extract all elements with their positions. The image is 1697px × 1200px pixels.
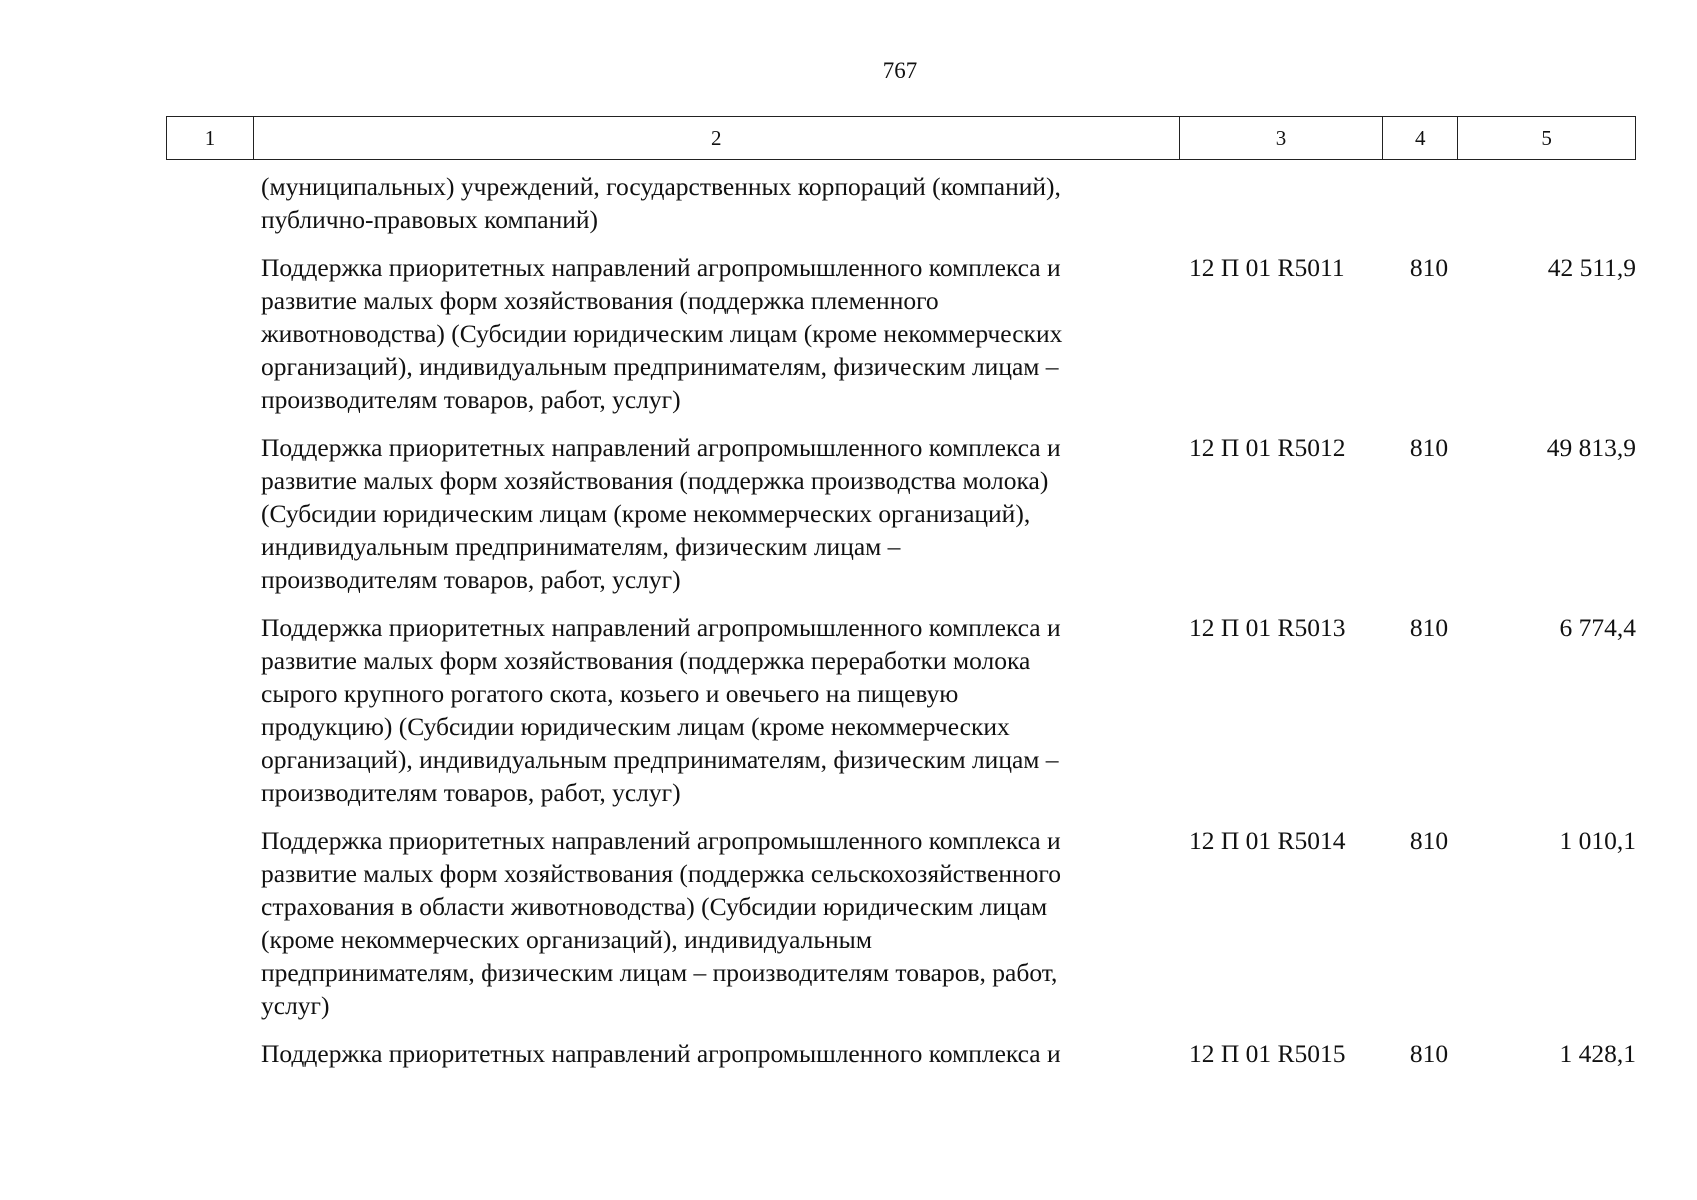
description-line: (Субсидии юридическим лицам (кроме некоммерческих организаций), — [261, 499, 1031, 528]
row-type — [1399, 170, 1459, 236]
page-number: 767 — [882, 58, 918, 83]
row-description — [261, 251, 1189, 416]
description-line: индивидуальным предпринимателям, физическим лицам – — [261, 532, 901, 561]
description-line: сырого крупного рогатого скота, козьего и овечьего на пищевую — [261, 679, 959, 708]
row-type: 810 — [1409, 1039, 1449, 1068]
row-type: 810 — [1409, 433, 1449, 462]
row-index-cell — [166, 824, 261, 1022]
description-line: предпринимателям, физическим лицам – производителям товаров, работ, — [261, 958, 1058, 987]
header-col-4: 4 — [1382, 117, 1457, 159]
description-line: Поддержка приоритетных направлений агропромышленного комплекса и — [261, 826, 1061, 855]
description-line: организаций), индивидуальным предпринимателям, физическим лицам – — [261, 352, 1059, 381]
row-amount: 6 774,4 — [1559, 613, 1636, 642]
header-col-2: 2 — [253, 117, 1179, 159]
description-line: развитие малых форм хозяйствования (поддержка производства молока) — [261, 466, 1049, 495]
description-line: Поддержка приоритетных направлений агропромышленного комплекса и — [261, 1039, 1061, 1068]
header-col-5: 5 — [1457, 117, 1635, 159]
row-amount: 49 813,9 — [1546, 433, 1636, 462]
description-line: производителям товаров, работ, услуг) — [261, 778, 681, 807]
header-col-1: 1 — [204, 125, 216, 150]
row-index-cell — [166, 431, 261, 596]
table-row — [166, 251, 1636, 416]
description-line: публично-правовых компаний) — [261, 205, 599, 234]
description-line: услуг) — [261, 991, 330, 1020]
row-description — [261, 431, 1189, 596]
description-line: развитие малых форм хозяйствования (поддержка сельскохозяйственного — [261, 859, 1062, 888]
row-description — [261, 824, 1189, 1022]
row-code: 12 П 01 R5012 — [1189, 433, 1346, 462]
header-col-3: 3 — [1179, 117, 1383, 159]
row-amount: 1 428,1 — [1559, 1039, 1636, 1068]
table-body — [166, 170, 1636, 1085]
description-line: развитие малых форм хозяйствования (поддержка племенного — [261, 286, 939, 315]
row-description — [261, 170, 1189, 236]
description-line: (муниципальных) учреждений, государственных корпораций (компаний), — [261, 172, 1061, 201]
description-line: животноводства) (Субсидии юридическим лицам (кроме некоммерческих — [261, 319, 1063, 348]
row-index-cell — [166, 1037, 261, 1070]
row-code: 12 П 01 R5013 — [1189, 613, 1346, 642]
table-row — [166, 611, 1636, 809]
row-code: 12 П 01 R5011 — [1189, 253, 1345, 282]
description-line: производителям товаров, работ, услуг) — [261, 565, 681, 594]
table-row — [166, 431, 1636, 596]
row-amount: 42 511,9 — [1547, 253, 1636, 282]
table-row — [166, 170, 1636, 236]
row-description — [261, 1037, 1189, 1070]
description-line: организаций), индивидуальным предпринимателям, физическим лицам – — [261, 745, 1059, 774]
description-line: Поддержка приоритетных направлений агропромышленного комплекса и — [261, 433, 1061, 462]
row-type: 810 — [1409, 826, 1449, 855]
description-line: (кроме некоммерческих организаций), индивидуальным — [261, 925, 872, 954]
table-row — [166, 824, 1636, 1022]
description-line: Поддержка приоритетных направлений агропромышленного комплекса и — [261, 253, 1061, 282]
table-header-row — [166, 116, 1636, 160]
row-amount: 1 010,1 — [1559, 826, 1636, 855]
row-description — [261, 611, 1189, 809]
row-code — [1189, 170, 1399, 236]
row-code: 12 П 01 R5014 — [1189, 826, 1346, 855]
row-type: 810 — [1409, 253, 1449, 282]
row-code: 12 П 01 R5015 — [1189, 1039, 1346, 1068]
row-amount — [1459, 170, 1636, 236]
description-line: Поддержка приоритетных направлений агропромышленного комплекса и — [261, 613, 1061, 642]
description-line: производителям товаров, работ, услуг) — [261, 385, 681, 414]
row-index-cell — [166, 611, 261, 809]
row-index-cell — [166, 251, 261, 416]
row-type: 810 — [1409, 613, 1449, 642]
description-line: продукцию) (Субсидии юридическим лицам (кроме некоммерческих — [261, 712, 1010, 741]
row-index-cell — [166, 170, 261, 236]
description-line: развитие малых форм хозяйствования (поддержка переработки молока — [261, 646, 1031, 675]
table-row — [166, 1037, 1636, 1070]
description-line: страхования в области животноводства) (Субсидии юридическим лицам — [261, 892, 1048, 921]
